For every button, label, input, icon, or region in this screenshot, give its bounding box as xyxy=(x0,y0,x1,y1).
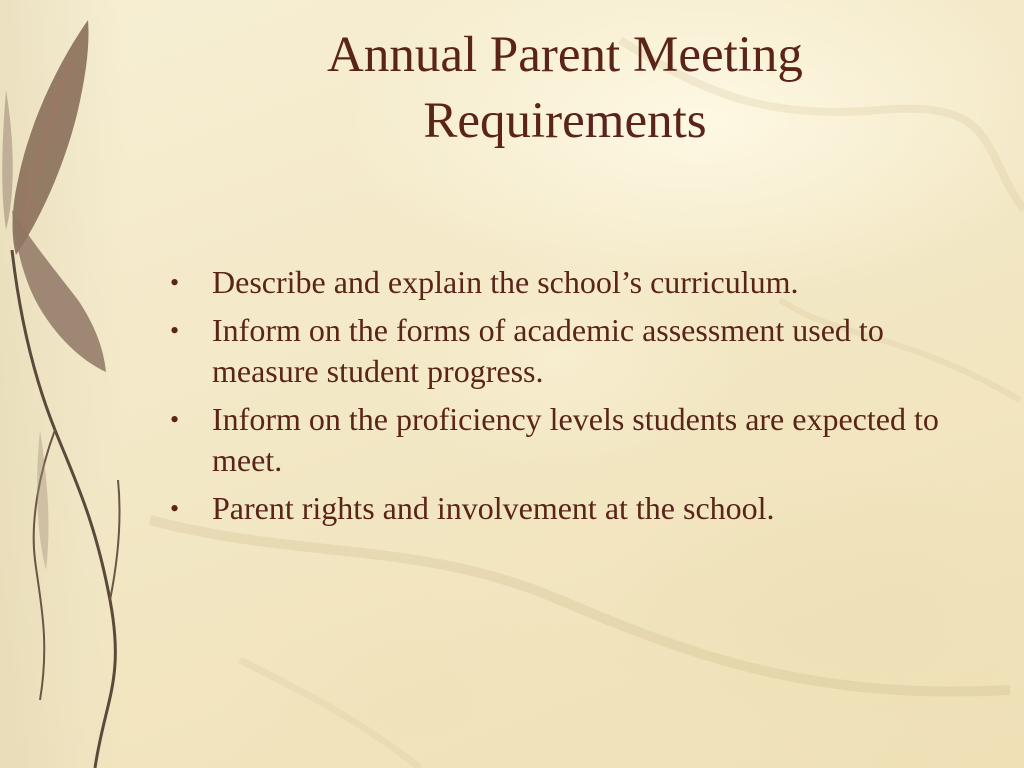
bullet-text: Parent rights and involvement at the school. xyxy=(212,490,775,526)
leaf-branch-illustration xyxy=(0,0,140,768)
bullet-text: Describe and explain the school’s curriculum. xyxy=(212,264,799,300)
bullet-item xyxy=(170,488,960,529)
title-line-2: Requirements xyxy=(423,93,707,149)
bullet-list xyxy=(170,262,960,536)
bullet-dot: • xyxy=(170,316,180,345)
title-line-1: Annual Parent Meeting xyxy=(327,27,803,83)
bullet-item xyxy=(170,310,960,392)
bullet-item xyxy=(170,399,960,481)
bullet-text: Inform on the forms of academic assessment used to measure student progress. xyxy=(212,312,884,389)
bullet-dot: • xyxy=(170,494,180,523)
bullet-item xyxy=(170,262,960,303)
bullet-text: Inform on the proficiency levels students are expected to meet. xyxy=(212,401,939,478)
bullet-dot: • xyxy=(170,405,180,434)
bullet-dot: • xyxy=(170,268,180,297)
slide-title xyxy=(220,22,910,154)
